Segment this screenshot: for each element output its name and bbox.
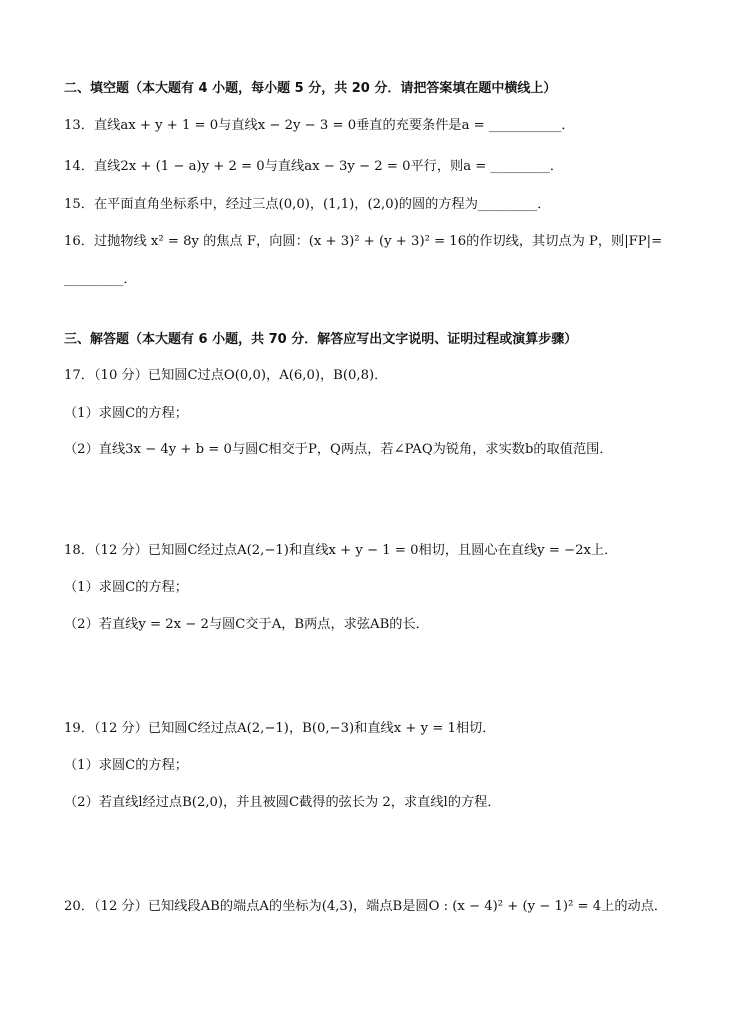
question-17-stem: 17．（10 分）已知圆C过点O(0,0)，A(6,0)，B(0,8)．: [64, 368, 388, 383]
question-17-part-2: （2）直线3x − 4y + b = 0与圆C相交于P，Q两点，若∠PAQ为锐角，求实数b的取值范围．: [64, 442, 613, 457]
question-13: 13．直线ax + y + 1 = 0与直线x − 2y − 3 = 0垂直的充要条件是a = ___________．: [64, 118, 575, 133]
question-15: 15．在平面直角坐标系中，经过三点(0,0)，(1,1)，(2,0)的圆的方程为_________．: [64, 197, 551, 212]
question-19-part-1: （1）求圆C的方程；: [64, 758, 188, 773]
question-19-part-2: （2）若直线l经过点B(2,0)，并且被圆C截得的弦长为 2，求直线l的方程．: [64, 795, 501, 810]
question-14: 14．直线2x + (1 − a)y + 2 = 0与直线ax − 3y − 2 = 0平行，则a = _________．: [64, 159, 564, 174]
question-16-answer-blank: _________．: [64, 272, 137, 287]
question-18-stem: 18．（12 分）已知圆C经过点A(2,−1)和直线x + y − 1 = 0相切，且圆心在直线y = −2x上．: [64, 543, 618, 558]
question-18-part-2: （2）若直线y = 2x − 2与圆C交于A，B两点，求弦AB的长．: [64, 617, 429, 632]
section-heading-solve: 三、解答题（本大题有 6 小题，共 70 分．解答应写出文字说明、证明过程或演算步骤）: [64, 332, 578, 347]
question-17-part-1: （1）求圆C的方程；: [64, 406, 188, 421]
question-18-part-1: （1）求圆C的方程；: [64, 580, 188, 595]
question-16: 16．过抛物线 x² = 8y 的焦点 F，向圆：(x + 3)² + (y + 3)² = 16的作切线，其切点为 P，则|FP|=: [64, 234, 663, 249]
section-heading-fill: 二、填空题（本大题有 4 小题，每小题 5 分，共 20 分．请把答案填在题中横线上）: [64, 81, 557, 96]
question-20-stem: 20．（12 分）已知线段AB的端点A的坐标为(4,3)，端点B是圆O : (x − 4)² + (y − 1)² = 4上的动点．: [64, 899, 668, 914]
question-19-stem: 19．（12 分）已知圆C经过点A(2,−1)，B(0,−3)和直线x + y = 1相切．: [64, 721, 496, 736]
